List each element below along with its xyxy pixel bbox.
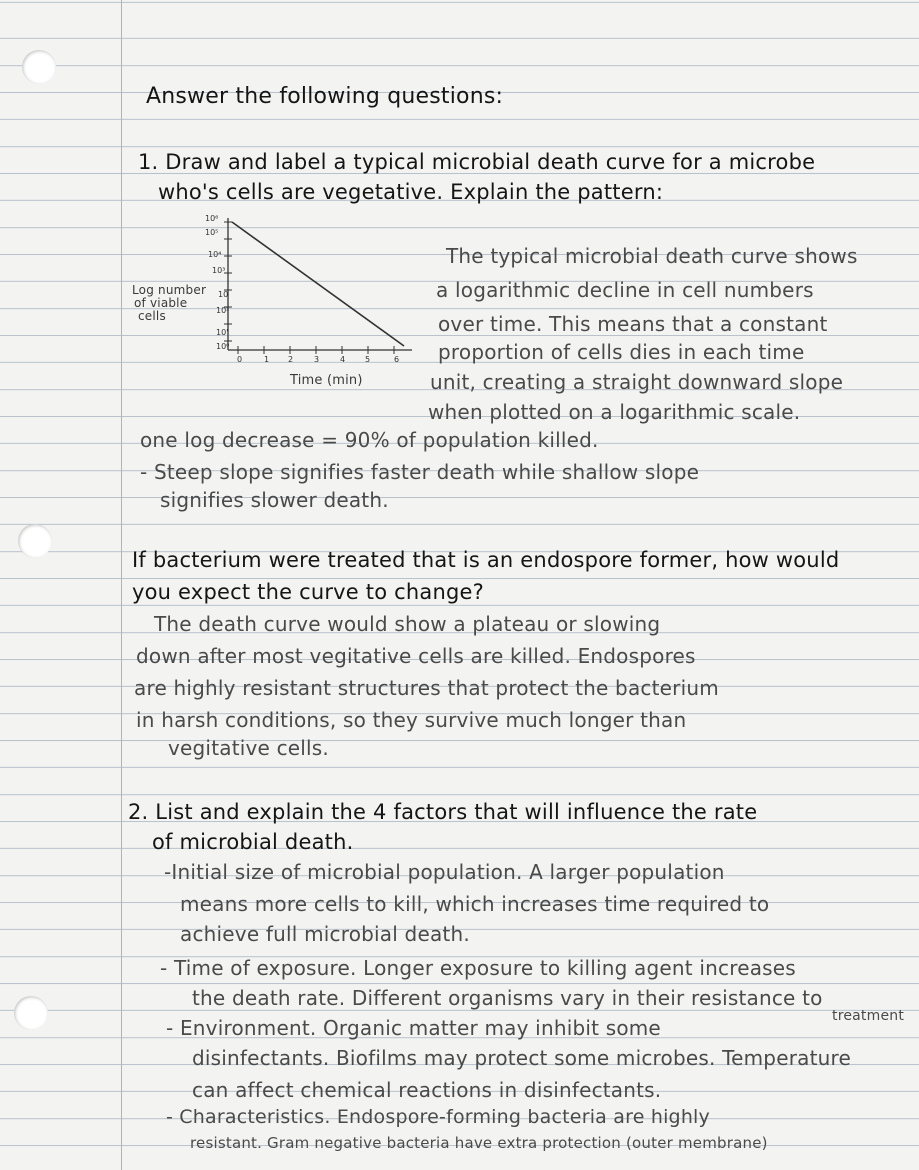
- graph-xlabel: Time (min): [290, 373, 363, 388]
- heading: Answer the following questions:: [146, 84, 504, 109]
- question-1-line: 1. Draw and label a typical microbial death curve for a microbe: [138, 150, 816, 174]
- x-tick-label: 1: [264, 355, 270, 364]
- y-tick-label: 10: [218, 290, 229, 299]
- answer-line: achieve full microbial death.: [180, 922, 470, 946]
- y-tick-label: 10⁴: [208, 250, 222, 259]
- answer-line: unit, creating a straight downward slope: [430, 370, 844, 394]
- y-tick-label: 10⁰: [216, 342, 230, 351]
- y-tick-label: 10²: [216, 306, 230, 315]
- answer-line: proportion of cells dies in each time: [438, 340, 805, 364]
- y-tick-label: 10⁵: [205, 228, 219, 237]
- x-tick-label: 5: [365, 355, 371, 364]
- answer-line: - Time of exposure. Longer exposure to killing agent increases: [160, 956, 796, 980]
- y-tick-label: 10': [216, 328, 229, 337]
- y-tick-label: 10³: [212, 266, 226, 275]
- answer-line: when plotted on a logarithmic scale.: [428, 400, 801, 424]
- question-1-line: who's cells are vegetative. Explain the pattern:: [158, 180, 664, 204]
- answer-line: The typical microbial death curve shows: [446, 244, 858, 268]
- answer-line: resistant. Gram negative bacteria have extra protection (outer membrane): [190, 1134, 768, 1152]
- answer-line: - Characteristics. Endospore-forming bacteria are highly: [166, 1106, 710, 1128]
- answer-line: -Initial size of microbial population. A larger population: [164, 860, 725, 884]
- answer-line: The death curve would show a plateau or slowing: [154, 612, 661, 636]
- answer-line: are highly resistant structures that protect the bacterium: [134, 676, 719, 700]
- x-tick-label: 2: [288, 355, 294, 364]
- graph-ylabel: of viable: [134, 296, 188, 310]
- question-1b-line: If bacterium were treated that is an endospore former, how would: [132, 548, 840, 572]
- answer-line: over time. This means that a constant: [438, 312, 828, 336]
- x-tick-label: 3: [314, 355, 320, 364]
- answer-line: signifies slower death.: [160, 488, 389, 512]
- x-tick-label: 0: [237, 355, 243, 364]
- answer-line: - Environment. Organic matter may inhibit some: [166, 1016, 661, 1040]
- x-tick-label: 6: [394, 355, 400, 364]
- answer-line: - Steep slope signifies faster death while shallow slope: [140, 460, 700, 484]
- death-curve-line: [232, 222, 404, 346]
- answer-line: disinfectants. Biofilms may protect some microbes. Temperature: [192, 1046, 851, 1070]
- question-1b-line: you expect the curve to change?: [132, 580, 484, 604]
- answer-line: down after most vegitative cells are killed. Endospores: [136, 644, 696, 668]
- y-tick-label: 10⁶: [205, 214, 219, 223]
- question-2-line: of microbial death.: [152, 830, 354, 854]
- answer-line: means more cells to kill, which increases time required to: [180, 892, 770, 916]
- answer-line: vegitative cells.: [168, 736, 329, 760]
- answer-line: in harsh conditions, so they survive much longer than: [136, 708, 687, 732]
- graph-ylabel: Log number: [132, 283, 207, 297]
- answer-line: treatment: [832, 1008, 905, 1024]
- answer-line: can affect chemical reactions in disinfectants.: [192, 1078, 662, 1102]
- answer-line: the death rate. Different organisms vary in their resistance to: [192, 986, 823, 1010]
- question-2-line: 2. List and explain the 4 factors that will influence the rate: [128, 800, 758, 824]
- graph-ylabel: cells: [138, 309, 166, 323]
- answer-line: a logarithmic decline in cell numbers: [436, 278, 814, 302]
- x-tick-label: 4: [340, 355, 346, 364]
- answer-line: one log decrease = 90% of population killed.: [140, 428, 599, 452]
